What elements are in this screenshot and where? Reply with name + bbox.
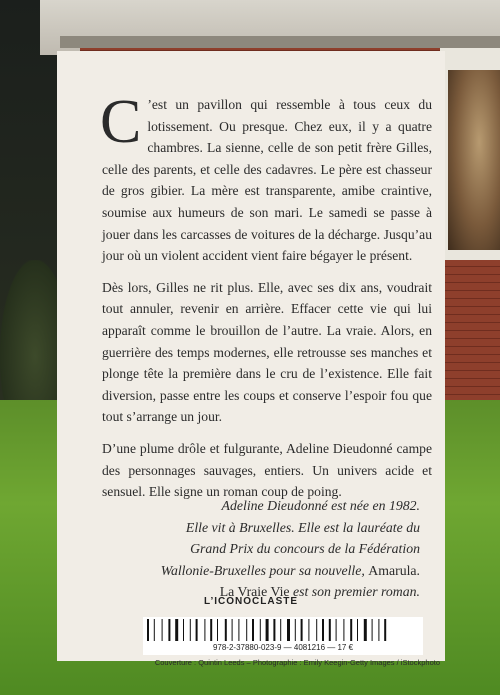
barcode-block <box>143 617 423 655</box>
barcode-bar <box>190 619 191 641</box>
barcode-bar <box>183 619 184 641</box>
short-story-title: Amarula. <box>368 562 420 578</box>
barcode-bar <box>301 619 303 641</box>
barcode-bar <box>357 619 358 641</box>
bio-line-4-italic: Wallonie-Bruxelles pour sa nouvelle, <box>160 562 369 578</box>
barcode-bar <box>295 619 296 641</box>
barcode-bar <box>329 619 331 641</box>
publisher-logo: L’ICONOCLASTE <box>203 596 299 607</box>
barcode-bar <box>372 619 373 641</box>
blurb-paragraph-1-text: ’est un pavillon qui ressemble à tous ceux du lotissement. Ou presque. Chez eux, il y a quatre chambres. La sienne, celle de son petit frère Gilles, celle des parents, et celle des cadavres. Le père est chasseur de gros gibier. La mère est transparente, amibe craintive, soumise aux humeurs de son mari. Le samedi se passe à jouer dans les carcasses de voitures de la décharge. Jusqu’au jour où un violent accident vient faire bégayer le présent. <box>102 97 432 264</box>
lit-window <box>448 70 500 250</box>
barcode-bar <box>336 619 337 641</box>
barcode-bar <box>266 619 269 641</box>
barcode-bar <box>210 619 212 641</box>
back-cover-text-panel <box>57 51 445 661</box>
barcode-bar <box>154 619 155 641</box>
blurb-paragraph-3: D’une plume drôle et fulgurante, Adeline Dieudonné campe des personnages sauvages, entiers. Un univers acide et sensuel. Elle signe un roman coup de poing. <box>102 440 432 500</box>
barcode-bar <box>246 619 247 641</box>
barcode-bar <box>273 619 275 641</box>
photo-credit: Couverture : Quintin Leeds – Photographie : Emily Keegin-Getty Images / iStockphoto <box>154 658 440 667</box>
barcode-bar <box>232 619 233 641</box>
drop-cap: C <box>100 88 142 156</box>
barcode-bar <box>238 619 239 641</box>
barcode-bar <box>308 619 309 641</box>
barcode-bar <box>260 619 261 641</box>
barcode-bar <box>225 619 227 641</box>
barcode-icon <box>143 617 423 643</box>
blurb-paragraph-2: Dès lors, Gilles ne rit plus. Elle, avec ses dix ans, voudrait tout annuler, revenir en arrière. Effacer cette vie qui lui apparaît comme le brouillon de l’autre. La vraie. Alors, en guerrière des temps modernes, elle retrousse ses manches et plonge tête la première dans le cru de l’existence. Elle fait diversion, passe entre les coups et conserve l’espoir fou que tout s’arrange un jour. <box>102 279 432 425</box>
barcode-bar <box>280 619 281 641</box>
barcode-bar <box>252 619 254 641</box>
barcode-bar <box>175 619 178 641</box>
barcode-bar <box>322 619 324 641</box>
barcode-bar <box>364 619 367 641</box>
barcode-bar <box>204 619 205 641</box>
barcode-bar <box>217 619 218 641</box>
barcode-bar <box>378 619 379 641</box>
barcode-bar <box>162 619 163 641</box>
barcode-bar <box>168 619 170 641</box>
barcode-bar <box>384 619 386 641</box>
barcode-bar <box>196 619 198 641</box>
barcode-bar <box>287 619 290 641</box>
barcode-bar <box>343 619 344 641</box>
barcode-bar <box>350 619 352 641</box>
barcode-bar <box>316 619 317 641</box>
author-bio <box>102 495 420 603</box>
bio-line-3: Grand Prix du concours de la Fédération <box>190 541 420 557</box>
house-eave <box>60 36 500 48</box>
bio-line-1: Adeline Dieudonné est née en 1982. <box>221 498 420 513</box>
blurb-paragraph-1 <box>100 88 432 267</box>
isbn-price: 978-2-37880-023-9 — 4081216 — 17 € <box>212 643 354 652</box>
novel-title: La Vraie Vie <box>219 584 290 600</box>
bio-line-4 <box>102 560 420 582</box>
book-blurb <box>100 88 432 513</box>
bio-line-5-rest: est son premier roman. <box>289 584 420 600</box>
bio-line-2: Elle vit à Bruxelles. Elle est la lauréate du <box>185 519 420 535</box>
barcode-bar <box>147 619 149 641</box>
